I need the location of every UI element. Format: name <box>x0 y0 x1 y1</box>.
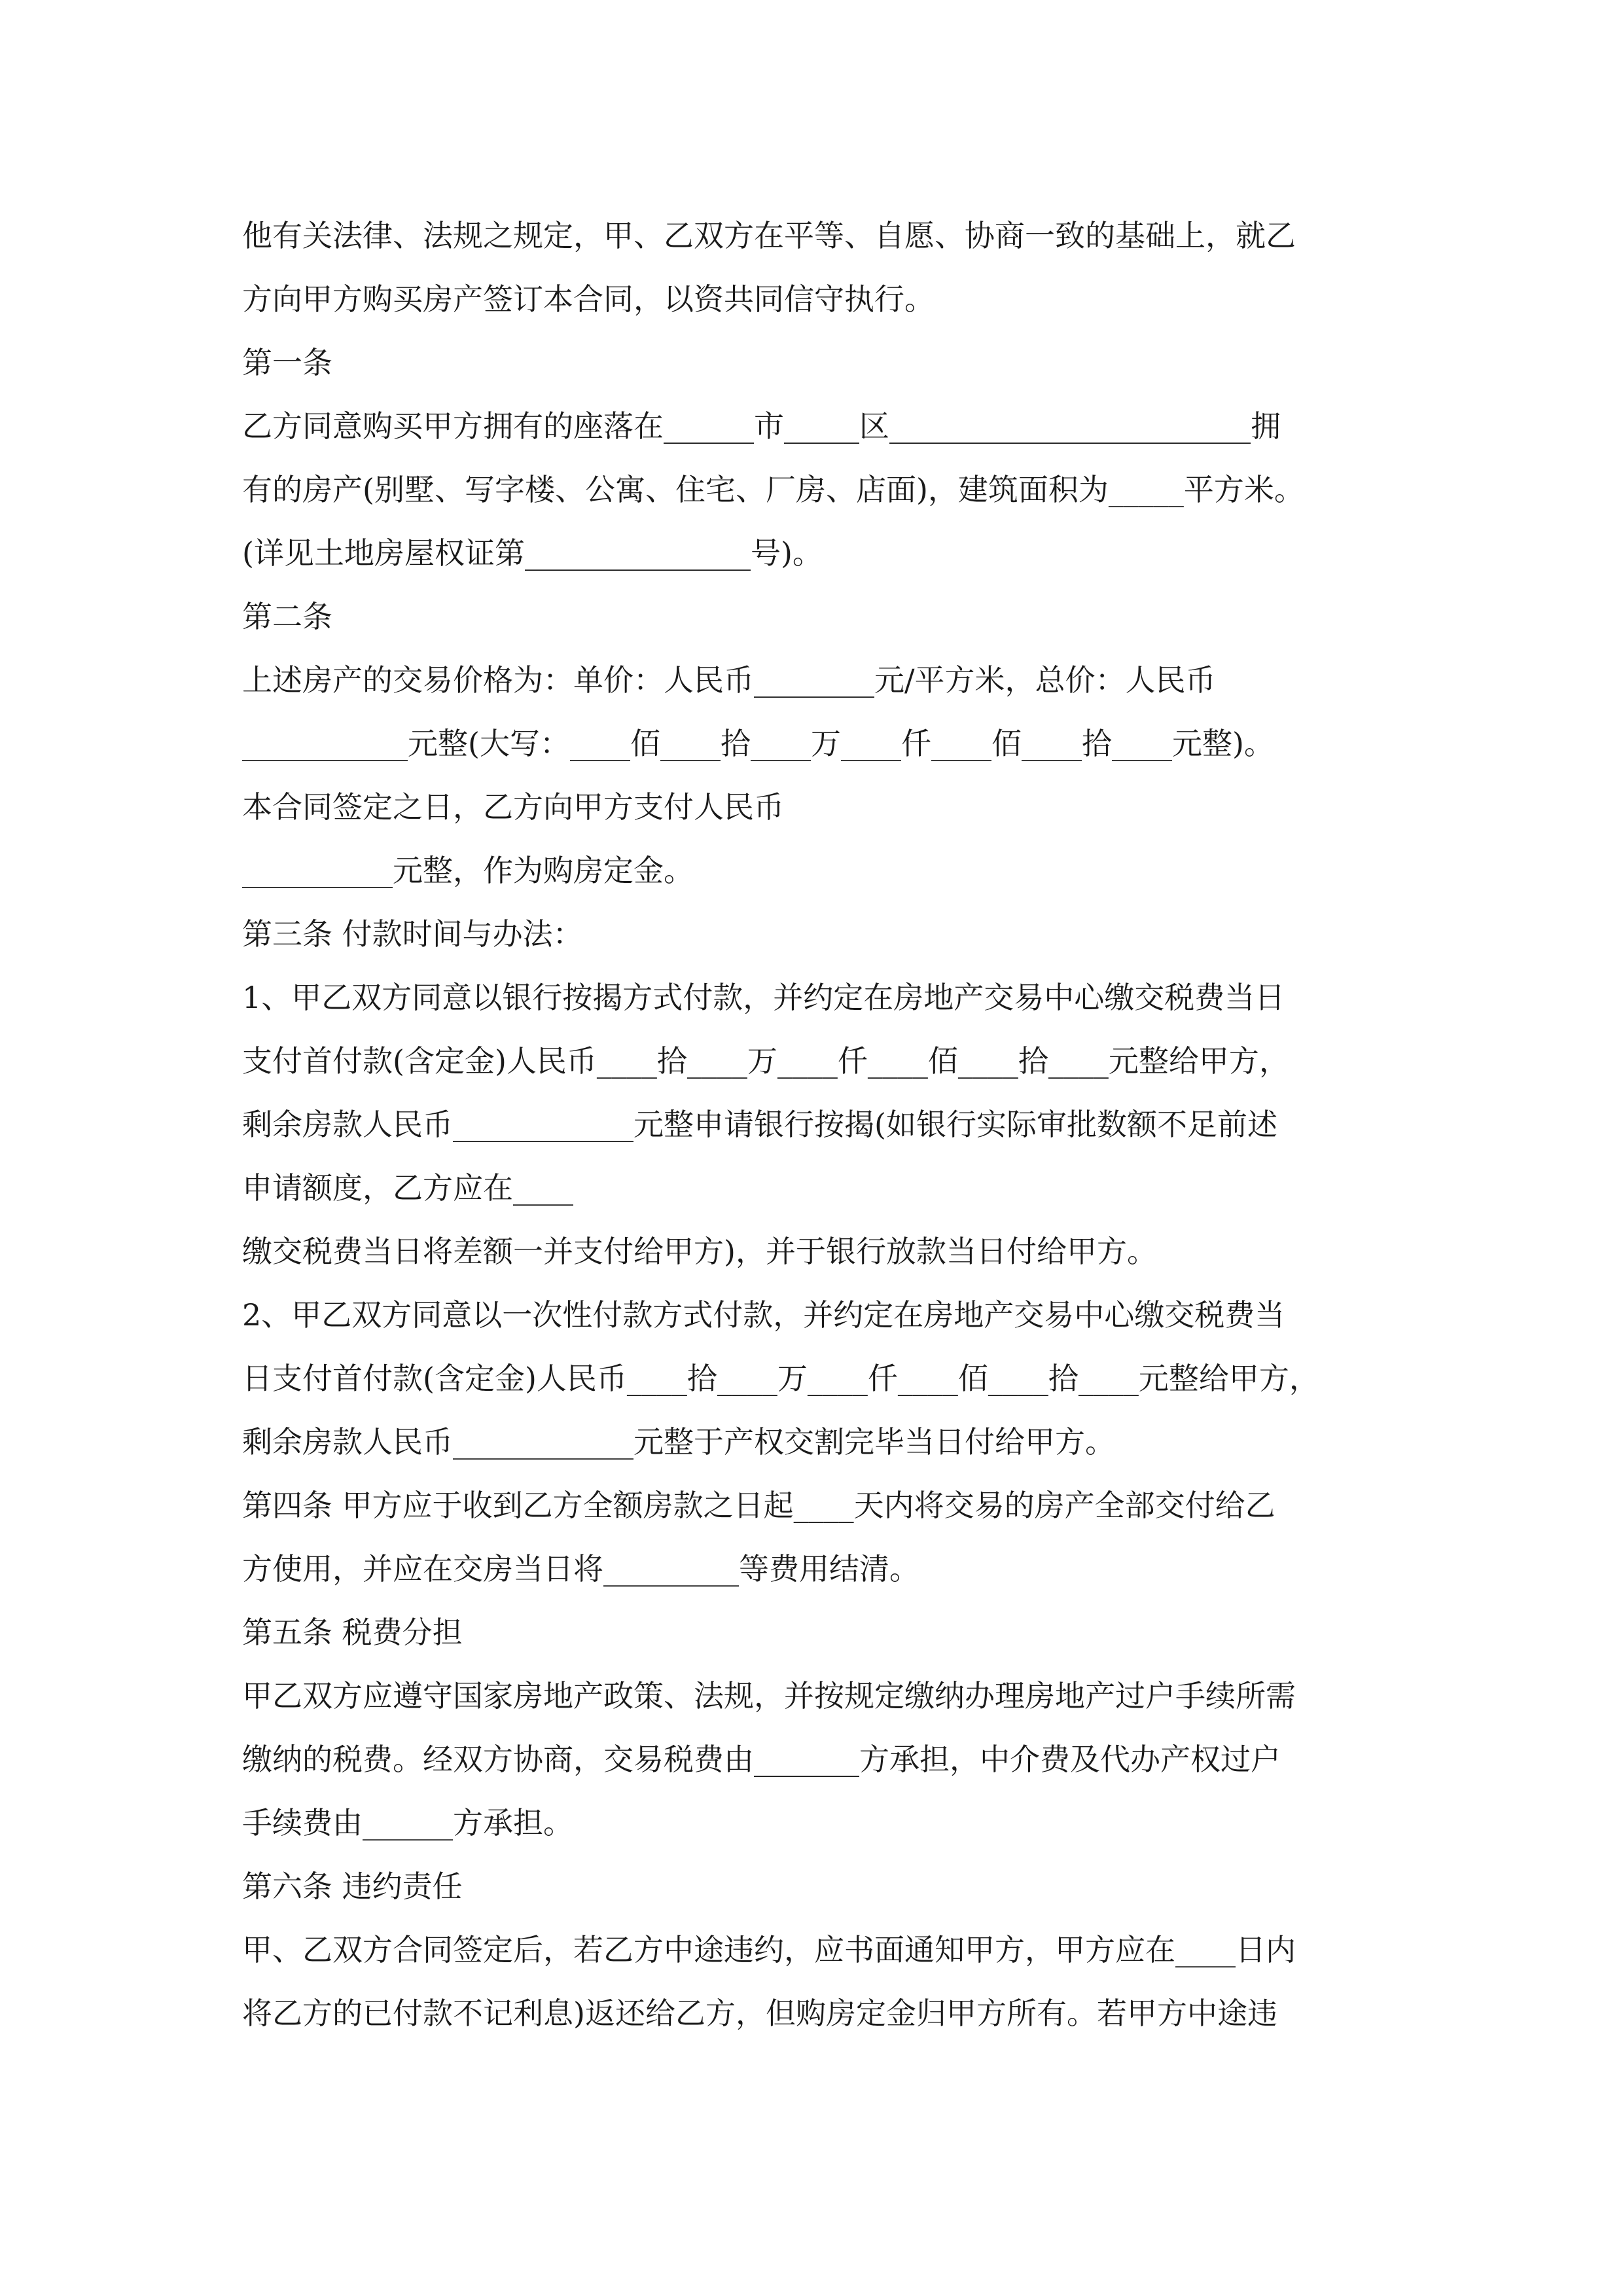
article-heading: 第五条 税费分担 <box>242 1615 463 1650</box>
text-line: (详见土地房屋权证第_______________号)。 <box>242 535 823 571</box>
text-line: 甲、乙双方合同签定后，若乙方中途违约，应书面通知甲方，甲方应在____日内 <box>242 1932 1296 1967</box>
text-line: 手续费由______方承担。 <box>242 1805 573 1840</box>
text-line: ___________元整(大写：____佰____拾____万____仟____佰____拾____元整)。 <box>242 726 1274 761</box>
text-line: 2、甲乙双方同意以一次性付款方式付款，并约定在房地产交易中心缴交税费当 <box>242 1297 1285 1333</box>
contract-body <box>242 204 1407 2045</box>
text-line: 申请额度，乙方应在____ <box>242 1170 573 1206</box>
text-line: 方使用，并应在交房当日将_________等费用结清。 <box>242 1551 919 1587</box>
text-line: 他有关法律、法规之规定，甲、乙双方在平等、自愿、协商一致的基础上，就乙 <box>242 218 1296 253</box>
article-heading: 第二条 <box>242 599 332 634</box>
text-line: 1、甲乙双方同意以银行按揭方式付款，并约定在房地产交易中心缴交税费当日 <box>242 980 1285 1015</box>
article-heading: 第三条 付款时间与办法： <box>242 916 583 952</box>
text-line: 甲乙双方应遵守国家房地产政策、法规，并按规定缴纳办理房地产过户手续所需 <box>242 1678 1296 1713</box>
article-heading: 第一条 <box>242 345 332 380</box>
text-line: 将乙方的已付款不记利息)返还给乙方，但购房定金归甲方所有。若甲方中途违 <box>242 1996 1277 2031</box>
text-line: __________元整，作为购房定金。 <box>242 853 694 888</box>
text-line: 有的房产(别墅、写字楼、公寓、住宅、厂房、店面)，建筑面积为_____平方米。 <box>242 472 1304 507</box>
text-line: 日支付首付款(含定金)人民币____拾____万____仟____佰____拾____元整给甲方， <box>242 1361 1319 1396</box>
text-line: 本合同签定之日，乙方向甲方支付人民币 <box>242 789 784 825</box>
text-line: 乙方同意购买甲方拥有的座落在______市_____区________________________拥 <box>242 408 1281 444</box>
text-line: 剩余房款人民币____________元整申请银行按揭(如银行实际审批数额不足前述 <box>242 1107 1277 1142</box>
text-line: 上述房产的交易价格为：单价：人民币________元/平方米，总价：人民币 <box>242 662 1216 698</box>
article-heading: 第四条 甲方应于收到乙方全额房款之日起____天内将交易的房产全部交付给乙 <box>242 1488 1275 1523</box>
text-line: 方向甲方购买房产签订本合同，以资共同信守执行。 <box>242 281 935 317</box>
text-line: 缴交税费当日将差额一并支付给甲方)，并于银行放款当日付给甲方。 <box>242 1234 1157 1269</box>
article-heading: 第六条 违约责任 <box>242 1869 463 1904</box>
text-line: 缴纳的税费。经双方协商，交易税费由_______方承担，中介费及代办产权过户 <box>242 1742 1281 1777</box>
text-line: 剩余房款人民币____________元整于产权交割完毕当日付给甲方。 <box>242 1424 1115 1460</box>
text-line: 支付首付款(含定金)人民币____拾____万____仟____佰____拾____元整给甲方， <box>242 1043 1289 1079</box>
